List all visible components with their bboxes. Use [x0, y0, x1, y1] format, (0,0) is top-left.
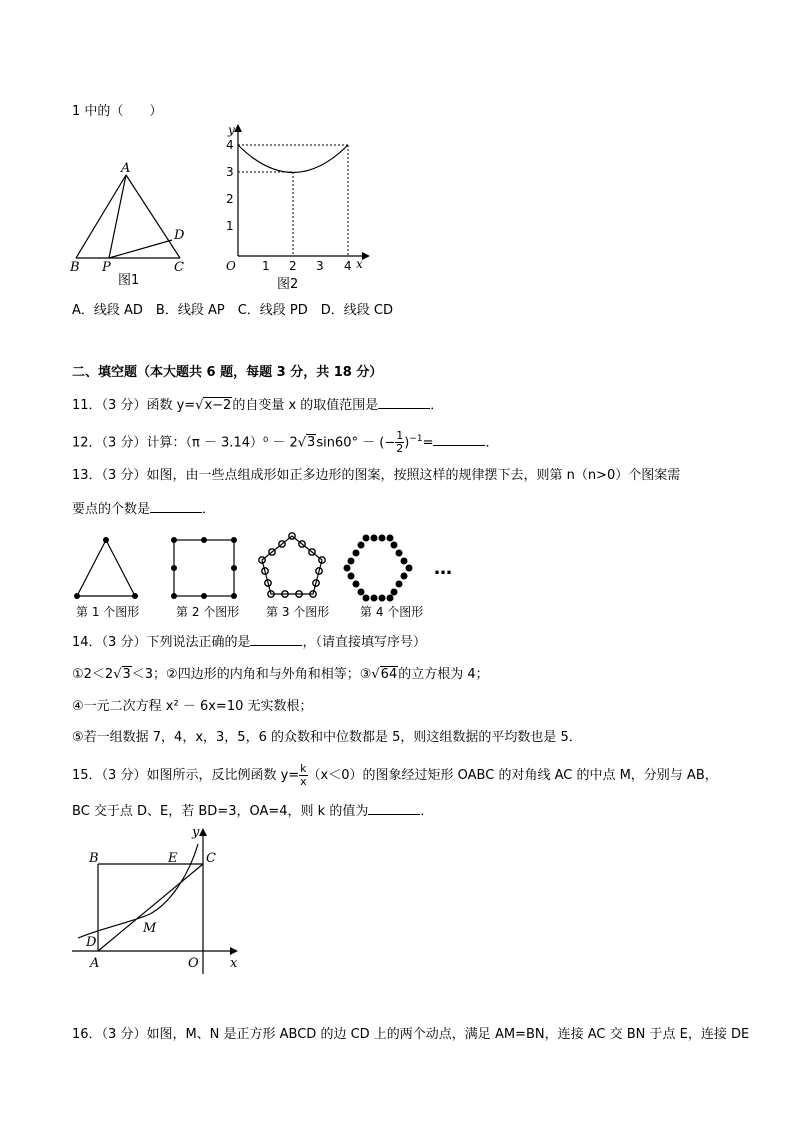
- label-A: A: [121, 161, 131, 176]
- label-D: D: [174, 228, 185, 243]
- q11-radicand: x−2: [204, 398, 232, 413]
- q15-line-1: 15．（3 分）如图所示，反比例函数 y= $\frac{k}{x}$ （x＜0）的图象经过矩形 OABC 的对角线 AC 的中点 M，分别与 AB，: [72, 762, 718, 788]
- q15-fraction: $\frac{k}{x}$: [300, 762, 307, 788]
- q13-caption-2: 第 2 个图形: [176, 605, 240, 619]
- label-C: C: [174, 260, 184, 275]
- q12-exponent: −1: [409, 434, 423, 444]
- y-tick-2: 2: [226, 192, 234, 206]
- q15-label-A: A: [90, 956, 100, 971]
- q14-statement-4: ④一元二次方程 x² － 6x=10 无实数根；: [72, 699, 313, 714]
- q11: 11．（3 分）函数 y=√x−2的自变量 x 的取值范围是 ．: [72, 398, 444, 413]
- x-tick-4: 4: [344, 259, 352, 273]
- q16-line-1: 16．（3 分）如图，M、N 是正方形 ABCD 的边 CD 上的两个动点，满足 AM=BN，连接 AC 交 BN 于点 E，连接 DE: [72, 1027, 750, 1042]
- q15-label-D: D: [86, 935, 97, 950]
- q15-answer-blank: [368, 802, 420, 815]
- q13-answer-blank: [150, 500, 202, 513]
- q12-fraction: $\frac{1}{2}$: [396, 429, 404, 456]
- q12-post: =: [422, 435, 434, 451]
- q11-answer-blank: [378, 396, 430, 409]
- q13-caption-3: 第 3 个图形: [266, 605, 330, 619]
- q10-stem: 1 中的（ ）: [72, 104, 163, 119]
- q12-pre: 12．（3 分）计算：（π － 3.14）⁰ － 2: [72, 435, 298, 451]
- q12-mid: sin60° － (−: [316, 435, 396, 451]
- x-tick-2: 2: [289, 259, 297, 273]
- q13-figure: [70, 532, 470, 622]
- x-axis-label: x: [356, 257, 363, 271]
- q15-label-x: x: [230, 956, 238, 971]
- fig1-caption: 图1: [118, 273, 140, 288]
- q10-figure-2: [220, 122, 370, 294]
- q12: 12．（3 分）计算：（π － 3.14）⁰ － 2√3sin60° － (− $\frac{1}{2}$ )$^{-1}$= ．: [72, 429, 499, 456]
- q10-figure-1: [64, 158, 204, 293]
- label-P: P: [102, 260, 111, 275]
- q15-label-C: C: [206, 851, 216, 866]
- q15-label-E: E: [168, 851, 178, 866]
- q13-line-2: 要点的个数是 ．: [72, 502, 216, 517]
- q14-statements-1-3: ①2＜2√3＜3；②四边形的内角和与外角和相等；③√64的立方根为 4；: [72, 667, 489, 682]
- q13-line-1: 13．（3 分）如图，由一些点组成形如正多边形的图案，按照这样的规律摆下去，则第 n（n>0）个图案需: [72, 468, 681, 483]
- q14-statement-5: ⑤若一组数据 7，4，x，3，5，6 的众数和中位数都是 5，则这组数据的平均数也是 5．: [72, 730, 582, 745]
- y-tick-1: 1: [226, 219, 234, 233]
- section-2-title: 二、填空题（本大题共 6 题，每题 3 分，共 18 分）: [72, 365, 383, 380]
- q15-label-O: O: [188, 956, 199, 971]
- y-tick-3: 3: [226, 165, 234, 179]
- q13-caption-4: 第 4 个图形: [360, 605, 424, 619]
- q10-options: A．线段 AD B．线段 AP C．线段 PD D．线段 CD: [72, 303, 394, 318]
- q14-line-1: 14．（3 分）下列说法正确的是 ，（请直接填写序号）: [72, 635, 426, 650]
- q14-answer-blank: [250, 633, 302, 646]
- q15-line-2: BC 交于点 D、E，若 BD=3，OA=4，则 k 的值为 ．: [72, 804, 434, 819]
- q15-label-M: M: [143, 921, 157, 936]
- q15-label-B: B: [89, 851, 99, 866]
- q15-figure: [72, 822, 252, 982]
- origin-label: O: [226, 259, 236, 273]
- q12-sqrt: 3: [307, 435, 316, 451]
- x-tick-3: 3: [316, 259, 324, 273]
- fig2-caption: 图2: [277, 277, 299, 292]
- q13-caption-1: 第 1 个图形: [76, 605, 140, 619]
- q11-pre: 11．（3 分）函数 y=: [72, 398, 196, 413]
- q13-ellipsis: …: [434, 558, 452, 579]
- x-tick-1: 1: [262, 259, 270, 273]
- q11-post: 的自变量 x 的取值范围是: [232, 398, 379, 413]
- y-tick-4: 4: [226, 138, 234, 152]
- q15-label-y: y: [192, 825, 200, 840]
- label-B: B: [70, 260, 80, 275]
- q12-answer-blank: [433, 433, 485, 446]
- y-axis-label: y: [228, 123, 235, 137]
